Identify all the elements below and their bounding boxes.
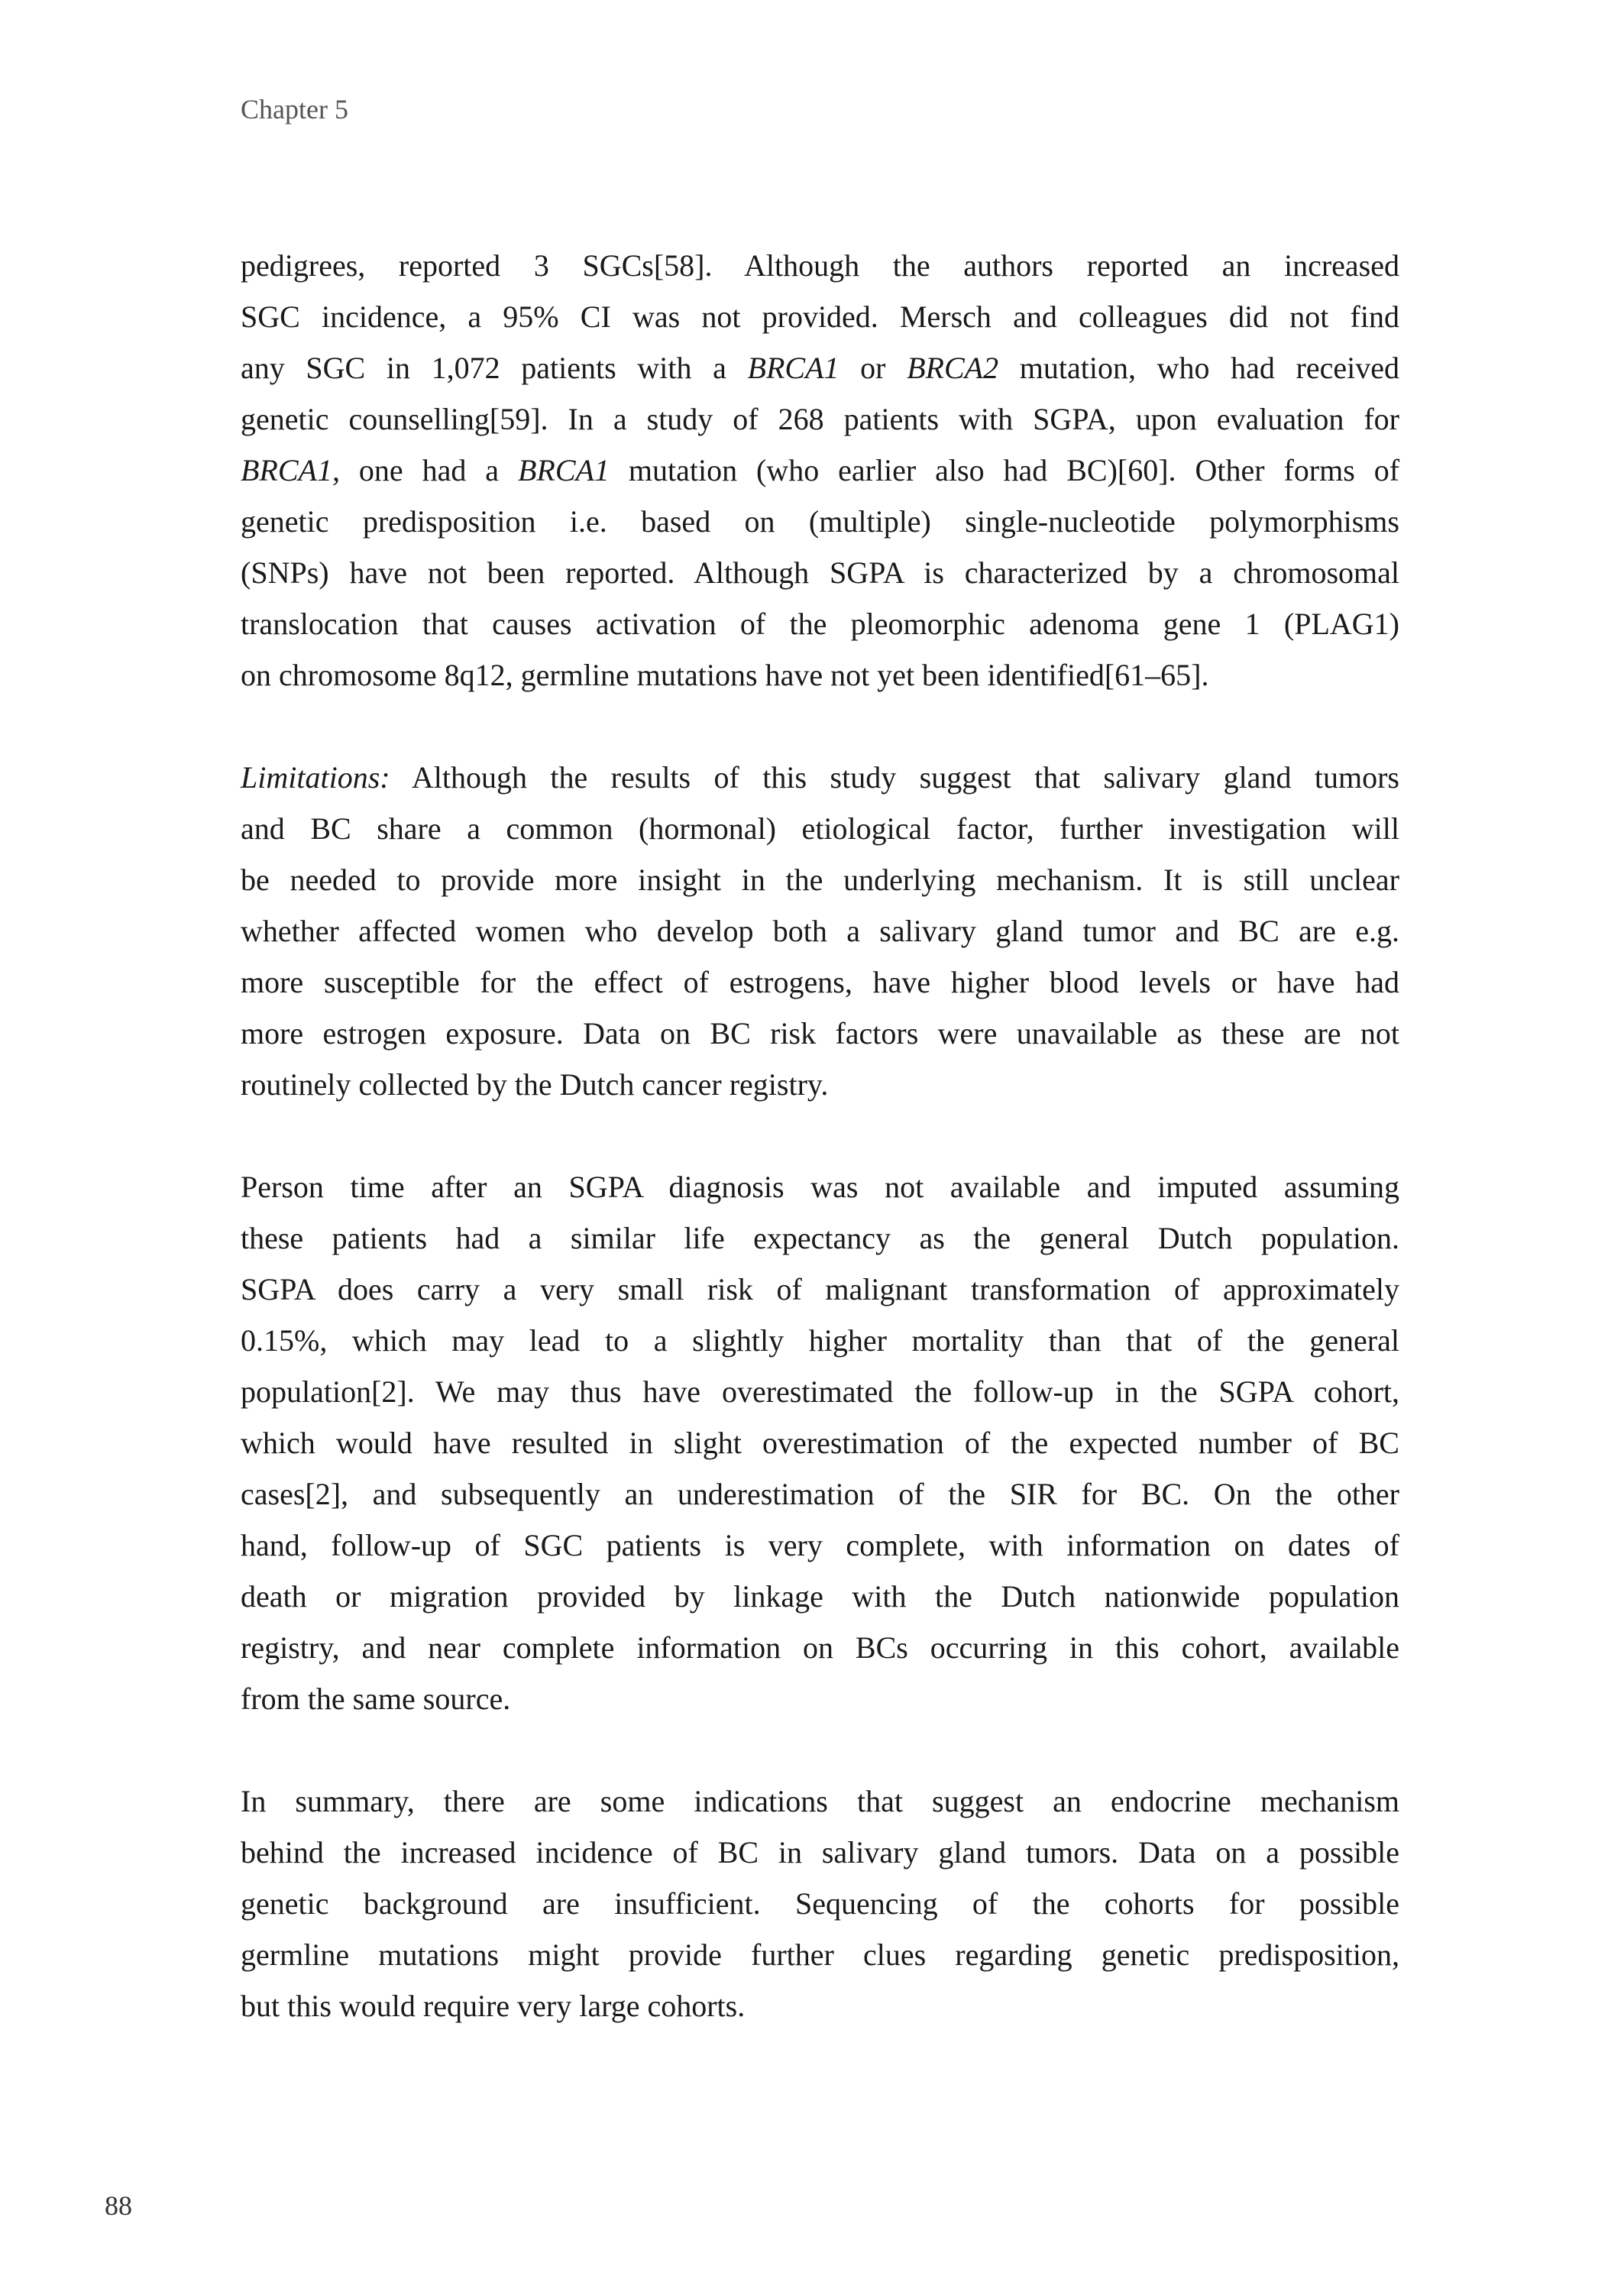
italic-text: BRCA1	[241, 453, 332, 487]
text-segment: (SNPs) have not been reported. Although SGPA is characterized by a chromosomal	[241, 555, 1399, 590]
text-line	[241, 854, 1399, 905]
text-segment: hand, follow-up of SGC patients is very complete, with information on dates of	[241, 1528, 1399, 1562]
text-line	[241, 240, 1399, 291]
text-segment: In summary, there are some indications that suggest an endocrine mechanism	[241, 1784, 1399, 1818]
text-segment: translocation that causes activation of the pleomorphic adenoma gene 1 (PLAG1)	[241, 607, 1399, 641]
text-segment: and BC share a common (hormonal) etiological factor, further investigation will	[241, 811, 1399, 846]
text-line	[241, 1315, 1399, 1366]
text-segment: genetic counselling[59]. In a study of 268 patients with SGPA, upon evaluation for	[241, 402, 1399, 436]
text-line	[241, 1366, 1399, 1417]
text-segment: pedigrees, reported 3 SGCs[58]. Although the authors reported an increased	[241, 248, 1399, 283]
text-segment: genetic background are insufficient. Sequencing of the cohorts for possible	[241, 1886, 1399, 1921]
text-segment: mutation, who had received	[998, 351, 1400, 385]
text-line	[241, 547, 1399, 598]
text-segment: , one had a	[332, 453, 518, 487]
text-line	[241, 496, 1399, 547]
text-line	[241, 393, 1399, 445]
text-line	[241, 1622, 1399, 1673]
text-line	[241, 1980, 1399, 2031]
italic-text: BRCA1	[517, 453, 610, 487]
text-line	[241, 1059, 1399, 1110]
text-segment: whether affected women who develop both a salivary gland tumor and BC are e.g.	[241, 914, 1399, 948]
text-line	[241, 1929, 1399, 1980]
text-line	[241, 291, 1399, 342]
running-head: Chapter 5	[241, 94, 348, 125]
text-segment: SGPA does carry a very small risk of malignant transformation of approximately	[241, 1272, 1399, 1306]
italic-text: Limitations:	[241, 760, 390, 795]
text-segment: more susceptible for the effect of estrogens, have higher blood levels or have had	[241, 965, 1399, 999]
text-line	[241, 957, 1399, 1008]
text-segment: Person time after an SGPA diagnosis was not available and imputed assuming	[241, 1170, 1399, 1204]
text-segment: or	[839, 351, 907, 385]
paragraph	[241, 240, 1399, 701]
text-line	[241, 1008, 1399, 1059]
italic-text: BRCA1	[747, 351, 839, 385]
text-line	[241, 752, 1399, 803]
text-line	[241, 1417, 1399, 1468]
text-segment: mutation (who earlier also had BC)[60]. Other forms of	[609, 453, 1400, 487]
text-segment: on chromosome 8q12, germline mutations have not yet been identified[61–65].	[241, 658, 1209, 692]
page-number: 88	[105, 2190, 132, 2221]
text-segment: which would have resulted in slight overestimation of the expected number of BC	[241, 1426, 1399, 1460]
text-segment: from the same source.	[241, 1682, 511, 1716]
text-line	[241, 803, 1399, 854]
text-line	[241, 1571, 1399, 1622]
text-segment: behind the increased incidence of BC in salivary gland tumors. Data on a possible	[241, 1835, 1399, 1870]
text-segment: population[2]. We may thus have overestimated the follow-up in the SGPA cohort,	[241, 1374, 1399, 1409]
text-line	[241, 1520, 1399, 1571]
text-line	[241, 1212, 1399, 1264]
text-line	[241, 342, 1399, 393]
text-segment: germline mutations might provide further clues regarding genetic predisposition,	[241, 1938, 1399, 1972]
text-segment: more estrogen exposure. Data on BC risk factors were unavailable as these are not	[241, 1016, 1399, 1050]
italic-text: BRCA2	[907, 351, 999, 385]
text-segment: routinely collected by the Dutch cancer registry.	[241, 1067, 829, 1102]
text-line	[241, 445, 1399, 496]
text-line	[241, 905, 1399, 957]
text-line	[241, 1161, 1399, 1212]
text-segment: SGC incidence, a 95% CI was not provided. Mersch and colleagues did not find	[241, 299, 1399, 334]
text-line	[241, 1776, 1399, 1827]
text-line	[241, 649, 1399, 701]
text-line	[241, 598, 1399, 649]
text-line	[241, 1878, 1399, 1929]
text-line	[241, 1673, 1399, 1724]
text-segment: registry, and near complete information on BCs occurring in this cohort, available	[241, 1630, 1399, 1665]
body-text	[241, 240, 1399, 2083]
text-segment: be needed to provide more insight in the underlying mechanism. It is still unclear	[241, 863, 1399, 897]
text-segment: these patients had a similar life expectancy as the general Dutch population.	[241, 1221, 1399, 1255]
text-line	[241, 1264, 1399, 1315]
text-segment: any SGC in 1,072 patients with a	[241, 351, 748, 385]
text-segment: genetic predisposition i.e. based on (multiple) single-nucleotide polymorphisms	[241, 504, 1399, 539]
text-segment: death or migration provided by linkage with the Dutch nationwide population	[241, 1579, 1399, 1614]
paragraph	[241, 752, 1399, 1110]
paragraph	[241, 1776, 1399, 2031]
text-segment: but this would require very large cohorts.	[241, 1989, 746, 2023]
paragraph	[241, 1161, 1399, 1724]
text-segment: 0.15%, which may lead to a slightly higher mortality than that of the general	[241, 1323, 1399, 1358]
text-segment: cases[2], and subsequently an underestimation of the SIR for BC. On the other	[241, 1477, 1399, 1511]
text-line	[241, 1827, 1399, 1878]
text-line	[241, 1468, 1399, 1520]
text-segment: Although the results of this study suggest that salivary gland tumors	[390, 760, 1399, 795]
